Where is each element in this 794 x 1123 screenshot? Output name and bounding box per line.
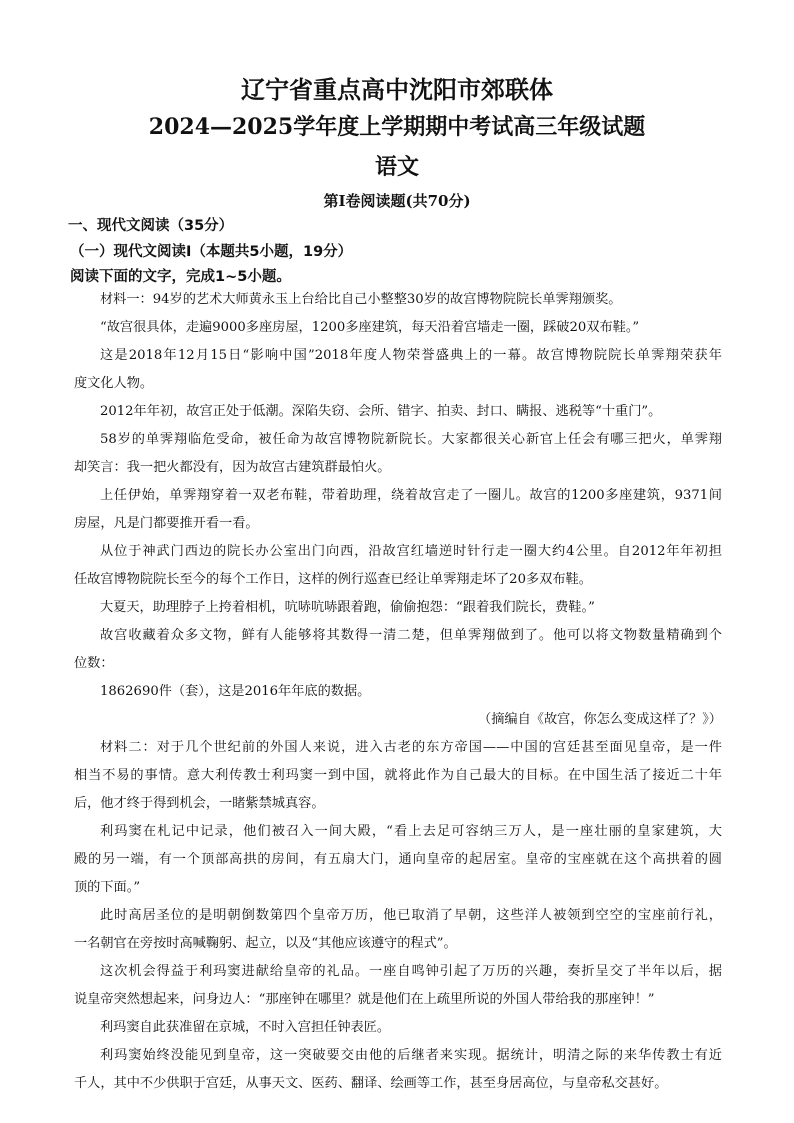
paragraph-line: 这次机会得益于利玛窦进献给皇帝的礼品。一座自鸣钟引起了万历的兴趣，奏折呈交了半年以后，据	[100, 964, 722, 979]
paragraph-line: “故宫很具体，走遍9000多座房屋，1200多座建筑，每天沿着宫墙走一圈，踩破20双布鞋。”	[100, 320, 640, 335]
paragraph-line: 材料一：94岁的艺术大师黄永玉上台给比自己小整整30岁的故宫博物院院长单霁翔颁奖。	[100, 292, 622, 307]
paragraph-line: 后，他才终于得到机会，一睹紫禁城真容。	[74, 796, 325, 811]
paragraph-line: 却笑言：我一把火都没有，因为故宫古建筑群最怕火。	[74, 460, 391, 475]
paragraph-line: 从位于神武门西边的院长办公室出门向西，沿故宫红墙逆时针行走一圈大约4公里。自2012年年初担	[100, 544, 722, 559]
paragraph-line: 任故宫博物院院长至今的每个工作日，这样的例行巡查已经让单霁翔走坏了20多双布鞋。	[74, 572, 592, 587]
paragraph-line: 千人，其中不少供职于宫廷，从事天文、医药、翻译、绘画等工作，甚至身居高位，与皇帝私交甚好。	[74, 1076, 668, 1091]
paragraph-line: 故宫收藏着众多文物，鲜有人能够将其数得一清二楚，但单霁翔做到了。他可以将文物数量精确到个	[100, 628, 722, 643]
section-heading-part1: 一、现代文阅读（35分）	[68, 218, 234, 234]
paragraph-line: 58岁的单霁翔临危受命，被任命为故宫博物院新院长。大家都很关心新官上任会有哪三把火，单霁翔	[100, 432, 722, 447]
paragraph-line: 殿的另一端，有一个顶部高拱的房间，有五扇大门，通向皇帝的起居室。皇帝的宝座就在这个高拱着的圆	[74, 852, 722, 867]
paragraph-line: 一名朝官在旁按时高喊鞠躬、起立，以及“其他应该遵守的程式”。	[74, 936, 457, 951]
paragraph-line: 说皇帝突然想起来，问身边人：“那座钟在哪里？就是他们在上疏里所说的外国人带给我的那座钟！”	[74, 992, 655, 1007]
title-line-1: 辽宁省重点高中沈阳市郊联体	[241, 75, 553, 104]
paragraph-line: 此时高居圣位的是明朝倒数第四个皇帝万历，他已取消了早朝，这些洋人被领到空空的宝座前行礼，	[100, 908, 722, 923]
paragraph-line: 大夏天，助理脖子上挎着相机，吭哧吭哧跟着跑，偷偷抱怨：“跟着我们院长，费鞋。”	[100, 600, 595, 615]
paragraph-line: 位数：	[74, 656, 114, 671]
paragraph-line: 利玛窦自此获准留在京城，不时入宫担任钟表匠。	[100, 1020, 391, 1035]
paragraph-line: 顶的下面。”	[74, 880, 141, 895]
source-citation: （摘编自《故宫，你怎么变成这样了？》）	[478, 712, 722, 727]
instruction-text: 阅读下面的文字，完成1~5小题。	[70, 269, 291, 285]
volume-title: 第I卷阅读题(共70分)	[323, 192, 471, 210]
paragraph-line: 这是2018年12月15日“影响中国”2018年度人物荣誉盛典上的一幕。故宫博物院院长单霁翔荣获年	[100, 348, 722, 363]
passage-body	[74, 286, 722, 1098]
paragraph-line: 2012年年初，故宫正处于低潮。深陷失窃、会所、错字、拍卖、封口、瞒报、逃税等“十重门”。	[100, 404, 662, 419]
paragraph-line: 上任伊始，单霁翔穿着一双老布鞋，带着助理，绕着故宫走了一圈儿。故宫的1200多座建筑，9371间	[100, 488, 722, 503]
paragraph-line: 度文化人物。	[74, 376, 154, 391]
paragraph-line: 材料二：对于几个世纪前的外国人来说，进入古老的东方帝国——中国的宫廷甚至面见皇帝，是一件	[100, 740, 722, 755]
section-heading-sub: （一）现代文阅读I（本题共5小题，19分）	[70, 244, 353, 260]
title-line-2: 2024—2025学年度上学期期中考试高三年级试题	[148, 114, 646, 140]
paragraph-line: 1862690件（套），这是2016年年底的数据。	[100, 684, 371, 699]
paragraph-line: 利玛窦始终没能见到皇帝，这一突破要交由他的后继者来实现。据统计，明清之际的来华传教士有近	[100, 1048, 722, 1063]
subject-title: 语文	[374, 154, 419, 180]
paragraph-line: 相当不易的事情。意大利传教士利玛窦一到中国，就将此作为自己最大的目标。在中国生活了接近二十年	[74, 768, 722, 783]
paragraph-line: 利玛窦在札记中记录，他们被召入一间大殿，“看上去足可容纳三万人，是一座壮丽的皇家建筑，大	[100, 824, 722, 839]
paragraph-line: 房屋，凡是门都要推开看一看。	[74, 516, 259, 531]
